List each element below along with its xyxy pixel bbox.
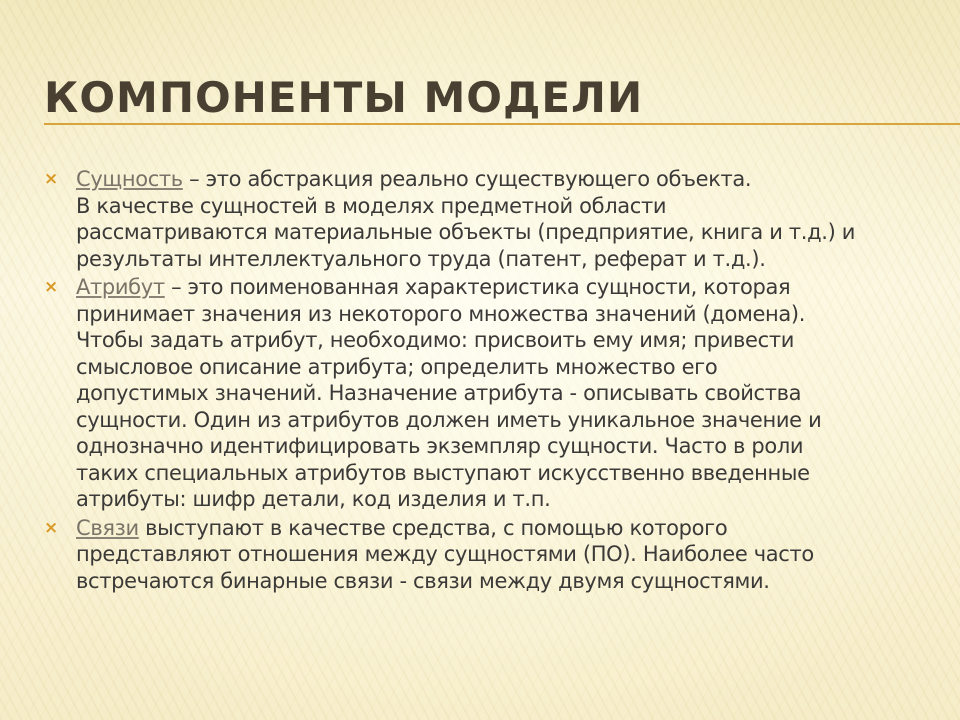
- bullet-x-icon: ×: [44, 169, 58, 189]
- bullet-list: [44, 166, 924, 596]
- text-line: Чтобы задать атрибут, необходимо: присвоить ему имя; привести: [76, 328, 794, 352]
- text-line-fragment: выступают в качестве средства, с помощью которого: [138, 515, 728, 540]
- text-line: результаты интеллектуального труда (патент, реферат и т.д.).: [76, 246, 766, 271]
- text-line: сущности. Один из атрибутов должен иметь уникальное значение и: [76, 407, 822, 432]
- text-line: встречаются бинарные связи - связи между двумя сущностями.: [76, 568, 770, 593]
- bullet-x-icon: ×: [44, 517, 58, 538]
- text-line: представляют отношения между сущностями (ПО). Наиболее часто: [76, 542, 814, 566]
- text-line-fragment: – это поименованная характеристика сущности, которая: [164, 275, 791, 299]
- term-entity: Сущность: [76, 167, 183, 191]
- text-line: смысловое описание атрибута; определить множество его: [76, 354, 718, 379]
- text-line: принимает значения из некоторого множества значений (домена).: [76, 301, 806, 326]
- text-line: допустимых значений. Назначение атрибута - описывать свойства: [76, 381, 802, 405]
- term-attribute: Атрибут: [76, 275, 165, 299]
- bullet-item-attribute: [44, 274, 924, 513]
- text-line: [76, 166, 924, 193]
- bullet-item-entity: [44, 166, 924, 272]
- text-line: однозначно идентифицировать экземпляр сущности. Часто в роли: [76, 434, 804, 458]
- text-line: таких специальных атрибутов выступают искусственно введенные: [76, 460, 810, 485]
- text-line: атрибуты: шифр детали, код изделия и т.п.: [76, 487, 551, 511]
- term-relationships: Связи: [76, 515, 139, 540]
- slide-title: КОМПОНЕНТЫ МОДЕЛИ: [44, 73, 644, 122]
- text-line: рассматриваются материальные объекты (предприятие, книга и т.д.) и: [76, 220, 856, 244]
- bullet-item-relationships: [44, 515, 924, 595]
- title-underline: [44, 123, 960, 125]
- text-line: В качестве сущностей в моделях предметной области: [76, 193, 667, 218]
- text-line: [76, 274, 924, 301]
- bullet-x-icon: ×: [44, 277, 58, 297]
- text-line: [76, 515, 924, 542]
- text-line-fragment: – это абстракция реально существующего объекта.: [182, 167, 752, 191]
